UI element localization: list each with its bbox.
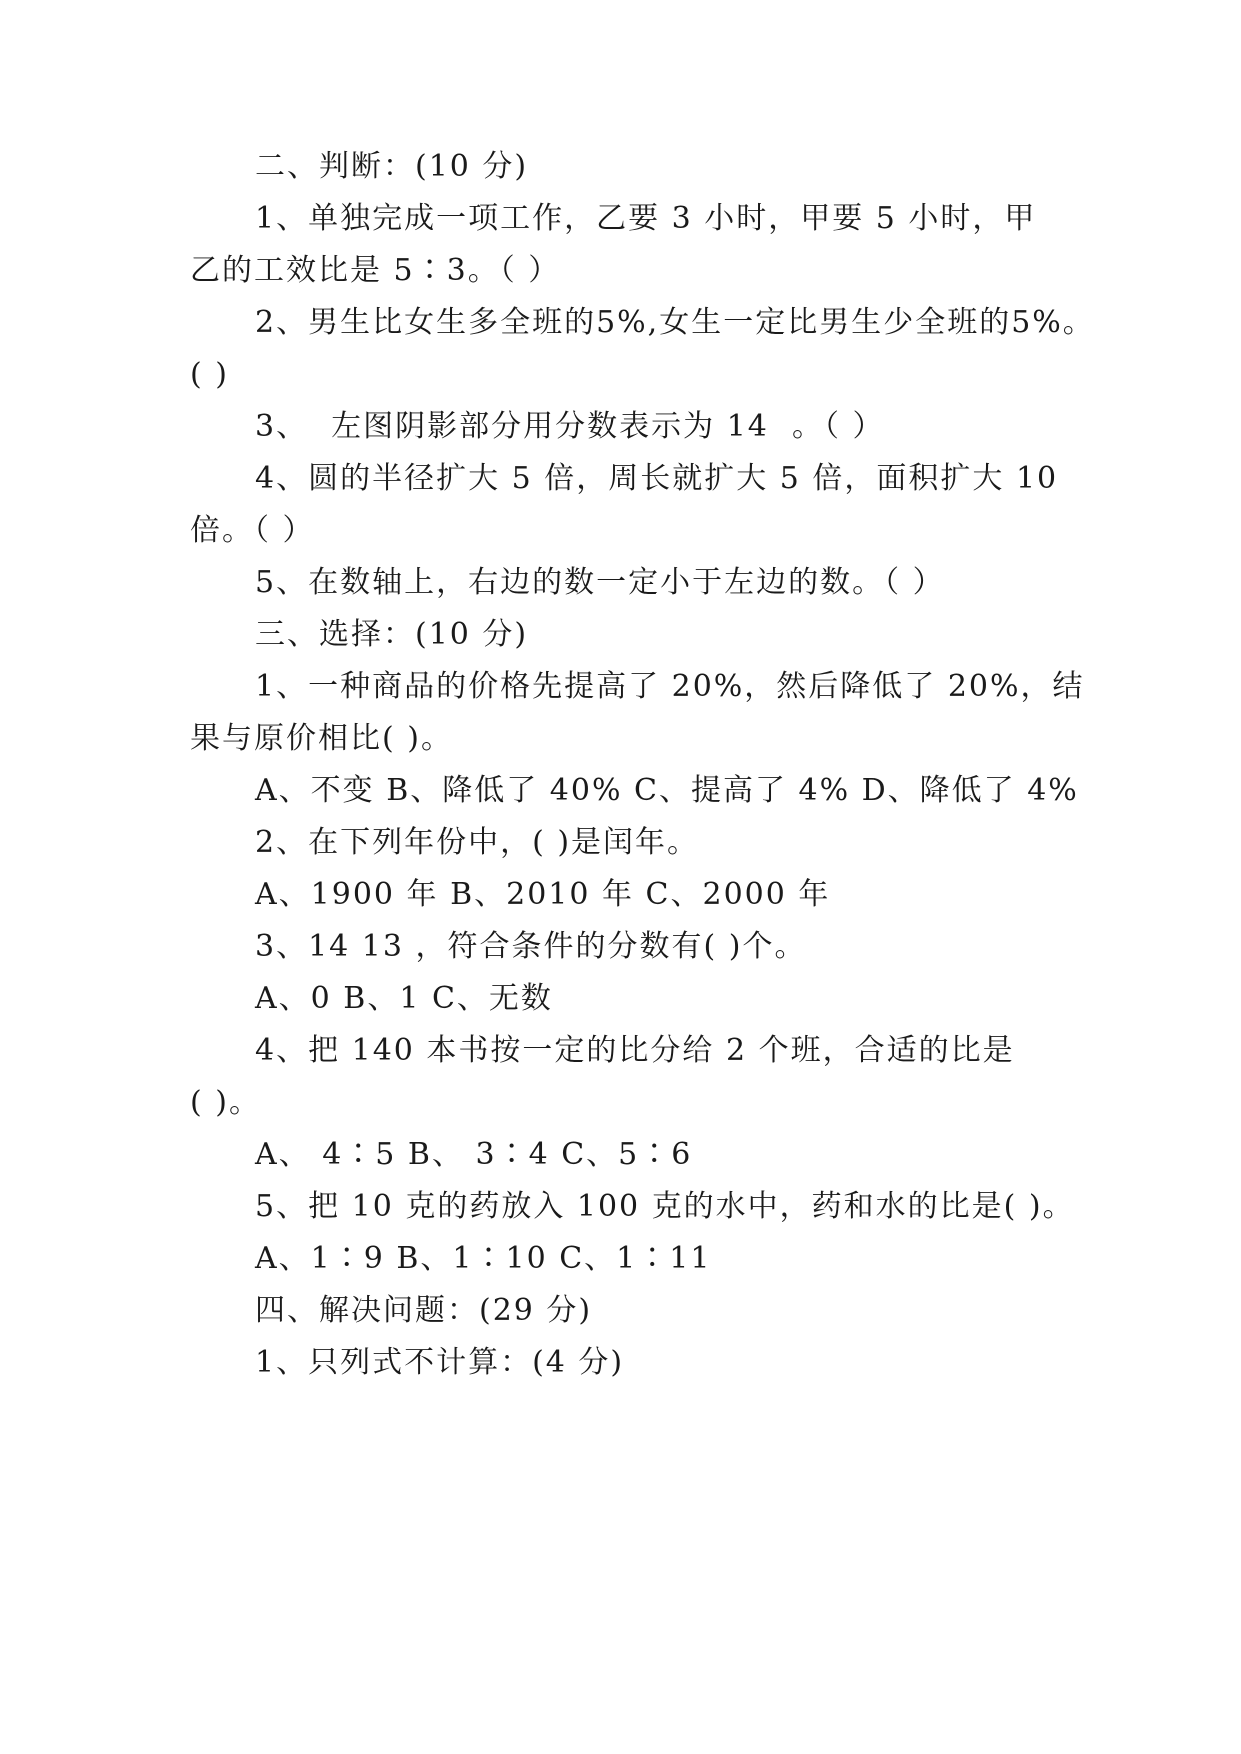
choice-item-4-options: A、 4∶5 B、 3∶4 C、5∶6 bbox=[255, 1137, 693, 1172]
choice-item-5-options: A、1∶9 B、1∶10 C、1∶11 bbox=[255, 1241, 712, 1276]
choice-item-2-options: A、1900 年 B、2010 年 C、2000 年 bbox=[255, 877, 831, 912]
problem-item-1: 1、只列式不计算：(4 分) bbox=[255, 1345, 625, 1380]
choice-item-1-options: A、不变 B、降低了 40% C、提高了 4% D、降低了 4% bbox=[255, 773, 1079, 808]
choice-item-2: 2、在下列年份中，( )是闰年。 bbox=[255, 825, 700, 860]
judgment-item-3: 3、 左图阴影部分用分数表示为 14 。（ ） bbox=[255, 409, 885, 444]
judgment-item-4: 4、圆的半径扩大 5 倍，周长就扩大 5 倍，面积扩大 10 bbox=[255, 461, 1059, 496]
choice-item-1-continued: 果与原价相比( )。 bbox=[190, 721, 453, 756]
choice-item-3: 3、14 13 ，符合条件的分数有( )个。 bbox=[255, 929, 807, 964]
choice-item-3-options: A、0 B、1 C、无数 bbox=[255, 981, 553, 1016]
choice-item-4: 4、把 140 本书按一定的比分给 2 个班，合适的比是 bbox=[255, 1033, 1015, 1068]
judgment-item-4-continued: 倍。（ ） bbox=[190, 513, 315, 548]
choice-item-1: 1、一种商品的价格先提高了 20%，然后降低了 20%，结 bbox=[255, 669, 1085, 704]
judgment-item-5: 5、在数轴上，右边的数一定小于左边的数。（ ） bbox=[255, 565, 945, 600]
choice-item-4-continued: ( )。 bbox=[190, 1085, 261, 1120]
section-heading-choice: 三、选择：(10 分) bbox=[255, 617, 529, 652]
judgment-item-2-continued: ( ) bbox=[190, 357, 229, 392]
judgment-item-1: 1、单独完成一项工作，乙要 3 小时，甲要 5 小时，甲 bbox=[255, 201, 1037, 236]
section-heading-problems: 四、解决问题：(29 分) bbox=[255, 1293, 593, 1328]
judgment-item-2: 2、男生比女生多全班的5%,女生一定比男生少全班的5%。 bbox=[255, 305, 1095, 340]
choice-item-5: 5、把 10 克的药放入 100 克的水中，药和水的比是( )。 bbox=[255, 1189, 1075, 1224]
section-heading-judgment: 二、判断：(10 分) bbox=[255, 149, 529, 184]
judgment-item-1-continued: 乙的工效比是 5∶3。（ ） bbox=[190, 253, 561, 288]
